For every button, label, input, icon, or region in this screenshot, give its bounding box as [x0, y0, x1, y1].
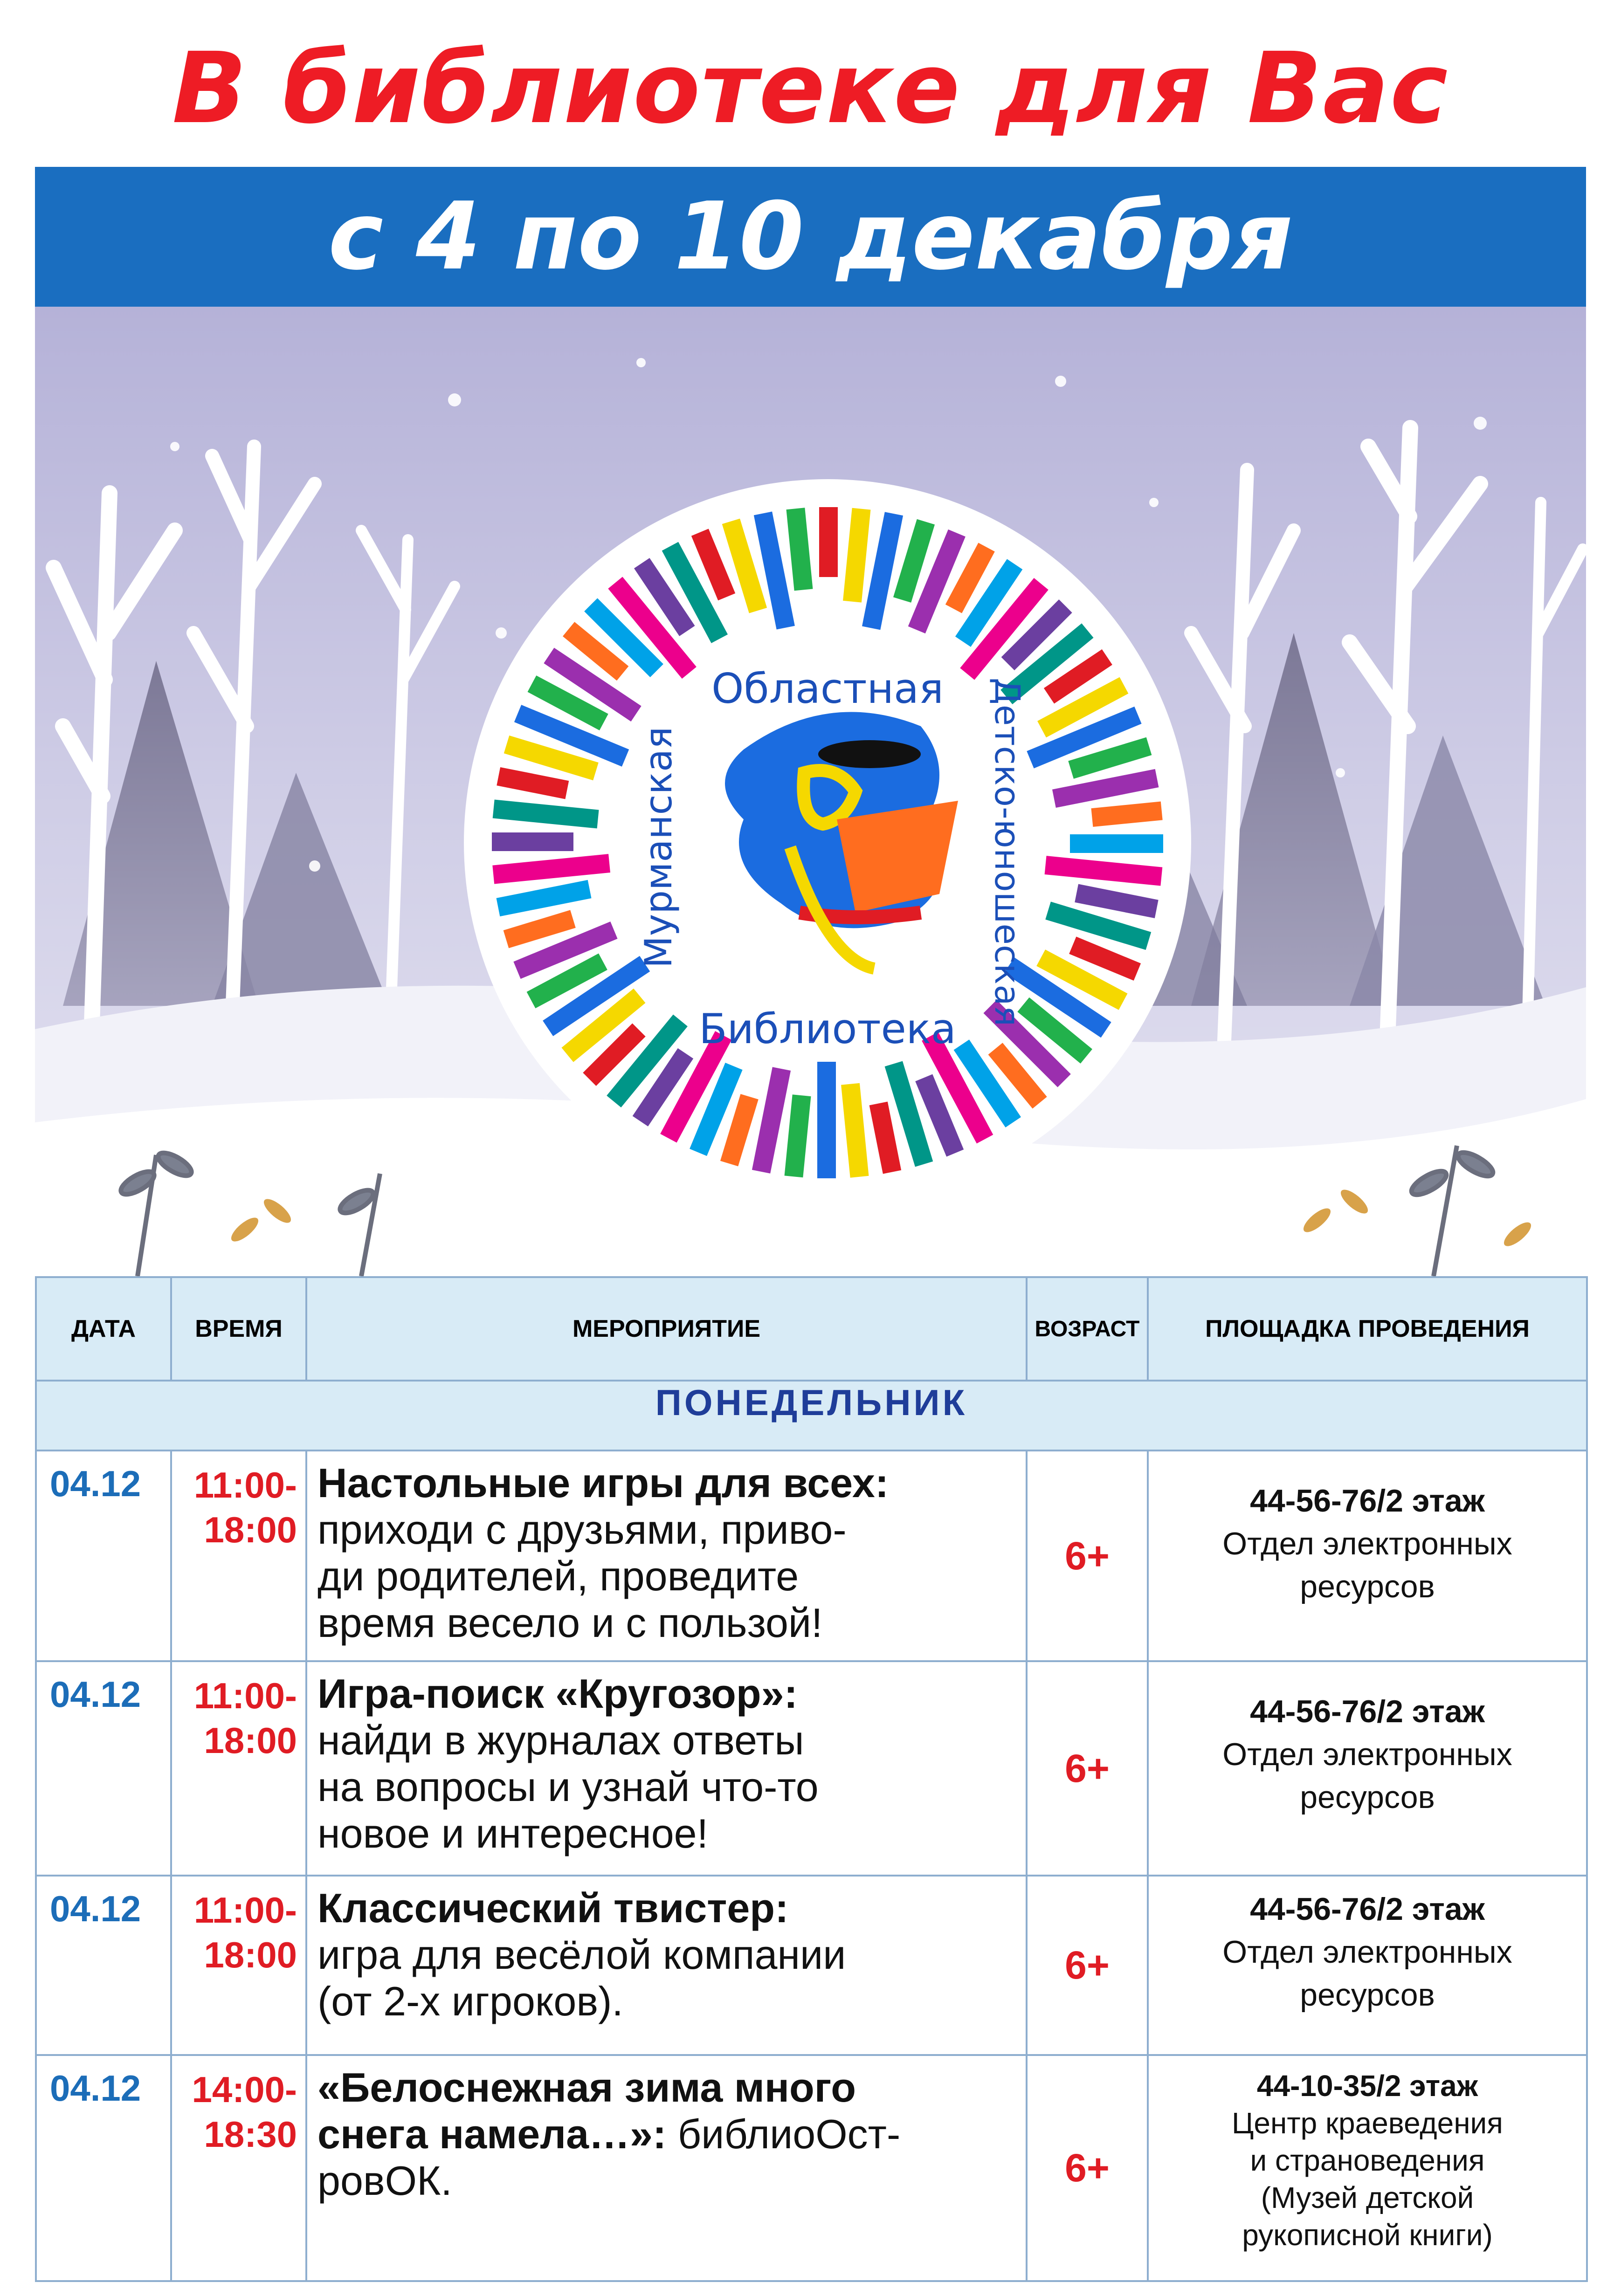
time-end: 18:00 — [204, 1509, 297, 1550]
row-age: 6+ — [1027, 1876, 1148, 2055]
book-spine-decoration — [492, 832, 573, 851]
event-title: Классический твистер: — [317, 1885, 789, 1931]
table-row — [36, 1450, 1587, 1661]
column-header-event: МЕРОПРИЯТИЕ — [306, 1277, 1027, 1381]
time-start: 14:00- — [192, 2069, 297, 2110]
logo-text-bottom: Библиотека — [699, 1005, 956, 1053]
column-header-date: ДАТА — [36, 1277, 171, 1381]
venue-phone: 44-10-35/2 этаж — [1256, 2069, 1478, 2103]
row-date: 04.12 — [36, 1450, 171, 1661]
table-header-row — [36, 1277, 1587, 1381]
time-start: 11:00- — [193, 1675, 297, 1716]
date-range-banner: с 4 по 10 декабря — [35, 167, 1586, 307]
event-title: Настольные игры для всех: — [317, 1460, 889, 1506]
event-desc-line: (от 2-х игроков). — [317, 1978, 623, 2024]
row-time — [171, 1876, 306, 2055]
row-time — [171, 1450, 306, 1661]
row-event — [306, 1450, 1027, 1661]
event-desc-line: найди в журналах ответы — [317, 1717, 804, 1763]
venue-phone: 44-56-76/2 этаж — [1250, 1483, 1485, 1519]
row-date: 04.12 — [36, 1876, 171, 2055]
event-desc-line: ди родителей, проведите — [317, 1553, 799, 1599]
event-desc-line: новое и интересное! — [317, 1810, 709, 1856]
venue-line: Отдел электронных — [1222, 1526, 1512, 1561]
time-start: 11:00- — [193, 1890, 297, 1931]
time-end: 18:30 — [204, 2114, 297, 2155]
event-desc-line: библиоОст- — [666, 2111, 901, 2157]
row-date: 04.12 — [36, 1661, 171, 1876]
event-desc-line: ровОК. — [317, 2158, 452, 2204]
row-event — [306, 1876, 1027, 2055]
venue-line: рукописной книги) — [1242, 2218, 1493, 2252]
winter-illustration — [35, 307, 1586, 1276]
row-date: 04.12 — [36, 2055, 171, 2281]
schedule-table — [35, 1276, 1588, 2282]
day-label: ПОНЕДЕЛЬНИК — [36, 1381, 1587, 1450]
page-title: В библиотеке для Вас — [172, 31, 1449, 145]
logo-text-left: Мурманская — [637, 726, 680, 969]
table-row — [36, 1876, 1587, 2055]
event-title: «Белоснежная зима много — [317, 2064, 856, 2110]
row-age: 6+ — [1027, 1450, 1148, 1661]
event-desc-line: время весело и с пользой! — [317, 1600, 823, 1646]
row-age: 6+ — [1027, 2055, 1148, 2281]
venue-line: ресурсов — [1300, 1569, 1435, 1604]
time-end: 18:00 — [204, 1934, 297, 1975]
time-end: 18:00 — [204, 1720, 297, 1761]
column-header-time: ВРЕМЯ — [171, 1277, 306, 1381]
table-row — [36, 2055, 1587, 2281]
venue-phone: 44-56-76/2 этаж — [1250, 1891, 1485, 1927]
column-header-venue: ПЛОЩАДКА ПРОВЕДЕНИЯ — [1148, 1277, 1587, 1381]
event-title: Игра-поиск «Кругозор»: — [317, 1670, 798, 1717]
venue-line: (Музей детской — [1261, 2181, 1474, 2214]
book-spine-decoration — [1070, 834, 1163, 853]
logo-text-right: Детско-юношеская — [987, 677, 1027, 1027]
column-header-age: ВОЗРАСТ — [1027, 1277, 1148, 1381]
time-start: 11:00- — [193, 1464, 297, 1505]
event-desc-line: приходи с друзьями, приво- — [317, 1506, 847, 1553]
venue-line: ресурсов — [1300, 1977, 1435, 2013]
event-desc-line: на вопросы и узнай что-то — [317, 1764, 819, 1810]
row-event — [306, 1661, 1027, 1876]
row-age: 6+ — [1027, 1661, 1148, 1876]
venue-line: ресурсов — [1300, 1780, 1435, 1815]
venue-line: Центр краеведения — [1232, 2106, 1503, 2140]
venue-line: Отдел электронных — [1222, 1934, 1512, 1970]
row-time — [171, 2055, 306, 2281]
book-spine-decoration — [819, 507, 838, 577]
row-venue — [1148, 1661, 1587, 1876]
logo-text-top: Областная — [711, 665, 944, 713]
row-event — [306, 2055, 1027, 2281]
book-spine-decoration — [817, 1062, 836, 1178]
venue-line: и страноведения — [1250, 2144, 1485, 2177]
winter-scene-image — [35, 307, 1586, 1276]
table-row — [36, 1661, 1587, 1876]
row-venue — [1148, 1450, 1587, 1661]
row-venue — [1148, 1876, 1587, 2055]
venue-phone: 44-56-76/2 этаж — [1250, 1694, 1485, 1729]
row-time — [171, 1661, 306, 1876]
day-row — [36, 1381, 1587, 1450]
row-venue — [1148, 2055, 1587, 2281]
venue-line: Отдел электронных — [1222, 1737, 1512, 1772]
event-title: снега намела…»: — [317, 2111, 667, 2157]
event-desc-line: игра для весёлой компании — [317, 1932, 846, 1978]
